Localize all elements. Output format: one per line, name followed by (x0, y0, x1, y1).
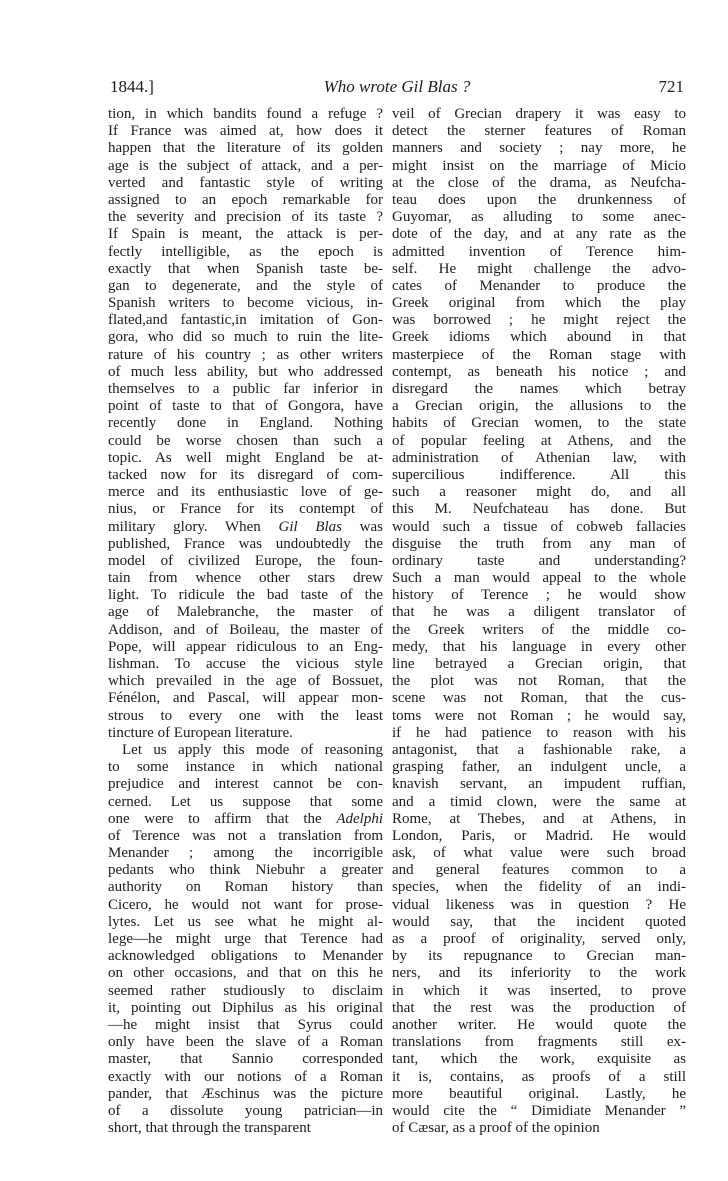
text-line: might insist on the marriage of Micio (392, 157, 686, 174)
header-page-number: 721 (658, 77, 684, 96)
text-line: detect the sterner features of Roman (392, 123, 686, 140)
text-line: by its repugnance to Grecian man- (392, 948, 686, 965)
text-line: could be worse chosen than such a (108, 432, 383, 449)
text-line: the severity and precision of its taste ? (108, 209, 383, 226)
text-line: on other occasions, and that on this he (108, 965, 383, 982)
text-line: ask, of what value were such broad (392, 845, 686, 862)
text-line: would such a tissue of cobweb fallacies (392, 518, 686, 535)
text-line: happen that the literature of its golden (108, 140, 383, 157)
text-line: translations from fragments still ex- (392, 1034, 686, 1051)
text-line: tant, which the work, exquisite as (392, 1051, 686, 1068)
text-line: if he had patience to reason with his (392, 724, 686, 741)
text-line: only have been the slave of a Roman (108, 1034, 383, 1051)
text-line: administration of Athenian law, with (392, 449, 686, 466)
text-line: Cicero, he would not want for prose- (108, 896, 383, 913)
text-line: history of Terence ; he would show (392, 587, 686, 604)
text-line: manners and society ; nay more, he (392, 140, 686, 157)
text-line: If Spain is meant, the attack is per- (108, 226, 383, 243)
text-line: ordinary taste and understanding? (392, 552, 686, 569)
text-line: teau does upon the drunkenness of (392, 191, 686, 208)
text-line: pedants who think Niebuhr a greater (108, 862, 383, 879)
text-line: exactly that when Spanish taste be- (108, 260, 383, 277)
text-line: of Terence was not a translation from (108, 827, 383, 844)
header-year: 1844.] (110, 77, 154, 96)
text-line: knavish servant, an impudent ruffian, (392, 776, 686, 793)
text-line: as a proof of originality, served only, (392, 931, 686, 947)
text-line: which prevailed in the age of Bossuet, (108, 673, 383, 690)
text-line: habits of Grecian women, to the state (392, 415, 686, 432)
text-line: of a dissolute young patrician—in (108, 1102, 383, 1119)
text-line: cates of Menander to produce the (392, 277, 686, 294)
text-line: and a timid clown, were the same at (392, 793, 686, 810)
text-line: antagonist, that a fashionable rake, a (392, 741, 686, 758)
text-line: such a reasoner might do, and all (392, 484, 686, 501)
text-line: military glory. When Gil Blas was (108, 518, 383, 535)
text-line: age is the subject of attack, and a per- (108, 157, 383, 174)
text-line: tain from whence other stars drew (108, 570, 383, 587)
text-line: assigned to an epoch remarkable for (108, 191, 383, 208)
text-line: and general features common to a (392, 862, 686, 879)
text-line: a Grecian origin, the allusions to the (392, 398, 686, 415)
text-line: vidual likeness was in question ? He (392, 896, 686, 913)
text-line: dote of the day, and at any rate as the (392, 226, 686, 243)
text-line: published, France was undoubtedly the (108, 535, 383, 552)
text-line: model of civilized Europe, the foun- (108, 552, 383, 569)
text-line: of popular feeling at Athens, and the (392, 432, 686, 449)
text-line: lishman. To accuse the vicious style (108, 656, 383, 672)
text-line: it, pointing out Diphilus as his original (108, 999, 383, 1016)
text-line: lege—he might urge that Terence had (108, 931, 383, 947)
text-line: flated,and fantastic,in imitation of Gon- (108, 312, 383, 329)
text-line: Greek original from which the play (392, 295, 686, 312)
text-line: pander, that Æschinus was the picture (108, 1085, 383, 1102)
text-line: gora, who did so much to ruin the lite- (108, 329, 383, 346)
text-line: Greek idioms which abound in that (392, 329, 686, 346)
text-line: light. To ridicule the bad taste of the (108, 587, 383, 604)
text-line: one were to affirm that the Adelphi (108, 810, 383, 827)
text-line: gan to degenerate, and the style of (108, 277, 383, 294)
text-line: tacked now for its disregard of com- (108, 466, 383, 483)
text-line: rature of his country ; as other writers (108, 346, 383, 363)
text-line: grasping father, an indulgent uncle, a (392, 759, 686, 776)
text-line: was borrowed ; he might reject the (392, 312, 686, 329)
text-line: that the rest was the production of (392, 999, 686, 1016)
text-line: veil of Grecian drapery it was easy to (392, 106, 686, 122)
text-line: Pope, will appear ridiculous to an Eng- (108, 638, 383, 655)
header-running-title: Who wrote Gil Blas ? (323, 77, 471, 96)
text-line: acknowledged obligations to Menander (108, 948, 383, 965)
right-text-column (392, 106, 686, 1137)
text-line: to some instance in which national (108, 759, 383, 776)
text-line: —he might insist that Syrus could (108, 1016, 383, 1033)
text-line: strous to every one with the least (108, 707, 383, 724)
text-line: short, that through the transparent (108, 1120, 311, 1137)
text-line: that he was a diligent translator of (392, 604, 686, 621)
text-line: species, when the fidelity of an indi- (392, 879, 686, 896)
text-line: the Greek writers of the middle co- (392, 621, 686, 638)
text-line: Fénélon, and Pascal, will appear mon- (108, 690, 383, 707)
text-line: recently done in England. Nothing (108, 415, 383, 432)
text-line: medy, that his language in every other (392, 638, 686, 655)
text-line: it is, contains, as proofs of a still (392, 1068, 686, 1085)
text-line: in which it was inserted, to prove (392, 982, 686, 999)
left-text-column (108, 106, 383, 1137)
text-line: contempt, as beneath his notice ; and (392, 363, 686, 380)
text-line: tion, in which bandits found a refuge ? (108, 106, 383, 122)
text-line: verted and fantastic style of writing (108, 174, 383, 191)
text-line: ners, and its inferiority to the work (392, 965, 686, 982)
text-line: Such a man would appeal to the whole (392, 570, 686, 587)
text-line: Rome, at Thebes, and at Athens, in (392, 810, 686, 827)
text-line: merce and its enthusiastic love of ge- (108, 484, 383, 501)
text-line: topic. As well might England be at- (108, 449, 383, 466)
text-line: this M. Neufchateau has done. But (392, 501, 686, 518)
text-line: age of Malebranche, the master of (108, 604, 383, 621)
text-line: masterpiece of the Roman stage with (392, 346, 686, 363)
text-line: supercilious indifference. All this (392, 466, 686, 483)
text-line: line betrayed a Grecian origin, that (392, 656, 686, 672)
text-line: would cite the “ Dimidiate Menander ” (392, 1102, 686, 1119)
text-line: exactly with our notions of a Roman (108, 1068, 383, 1085)
text-line: disguise the truth from any man of (392, 535, 686, 552)
text-line: point of taste to that of Gongora, have (108, 398, 383, 415)
text-line: disregard the names which betray (392, 381, 686, 397)
running-header (110, 76, 684, 100)
text-line: Let us apply this mode of reasoning (122, 741, 383, 758)
text-line: lytes. Let us see what he might al- (108, 913, 383, 930)
text-line: admitted invention of Terence him- (392, 243, 686, 260)
text-line: authority on Roman history than (108, 879, 383, 896)
text-line: seemed rather studiously to disclaim (108, 982, 383, 999)
text-line: prejudice and interest cannot be con- (108, 776, 383, 793)
text-line: cerned. Let us suppose that some (108, 793, 383, 810)
text-line: toms were not Roman ; he would say, (392, 707, 686, 724)
text-line: the plot was not Roman, that the (392, 673, 686, 690)
text-line: master, that Sannio corresponded (108, 1051, 383, 1068)
text-line: at the close of the drama, as Neufcha- (392, 174, 686, 191)
text-line: London, Paris, or Madrid. He would (392, 827, 686, 844)
text-line: themselves to a public far inferior in (108, 381, 383, 397)
text-line: of Cæsar, as a proof of the opinion (392, 1120, 600, 1137)
text-line: scene was not Roman, that the cus- (392, 690, 686, 707)
text-line: fectly intelligible, as the epoch is (108, 243, 383, 260)
text-line: If France was aimed at, how does it (108, 123, 383, 140)
text-line: another writer. He would quote the (392, 1016, 686, 1033)
text-line: tincture of European literature. (108, 724, 293, 741)
text-line: Menander ; among the incorrigible (108, 845, 383, 862)
text-line: would say, that the incident quoted (392, 913, 686, 930)
text-line: more beautiful original. Lastly, he (392, 1085, 686, 1102)
text-line: Spanish writers to become vicious, in- (108, 295, 383, 312)
text-line: Guyomar, as alluding to some anec- (392, 209, 686, 226)
text-line: self. He might challenge the advo- (392, 260, 686, 277)
text-line: nius, or France for its contempt of (108, 501, 383, 518)
text-line: Addison, and of Boileau, the master of (108, 621, 383, 638)
text-line: of much less ability, but who addressed (108, 363, 383, 380)
